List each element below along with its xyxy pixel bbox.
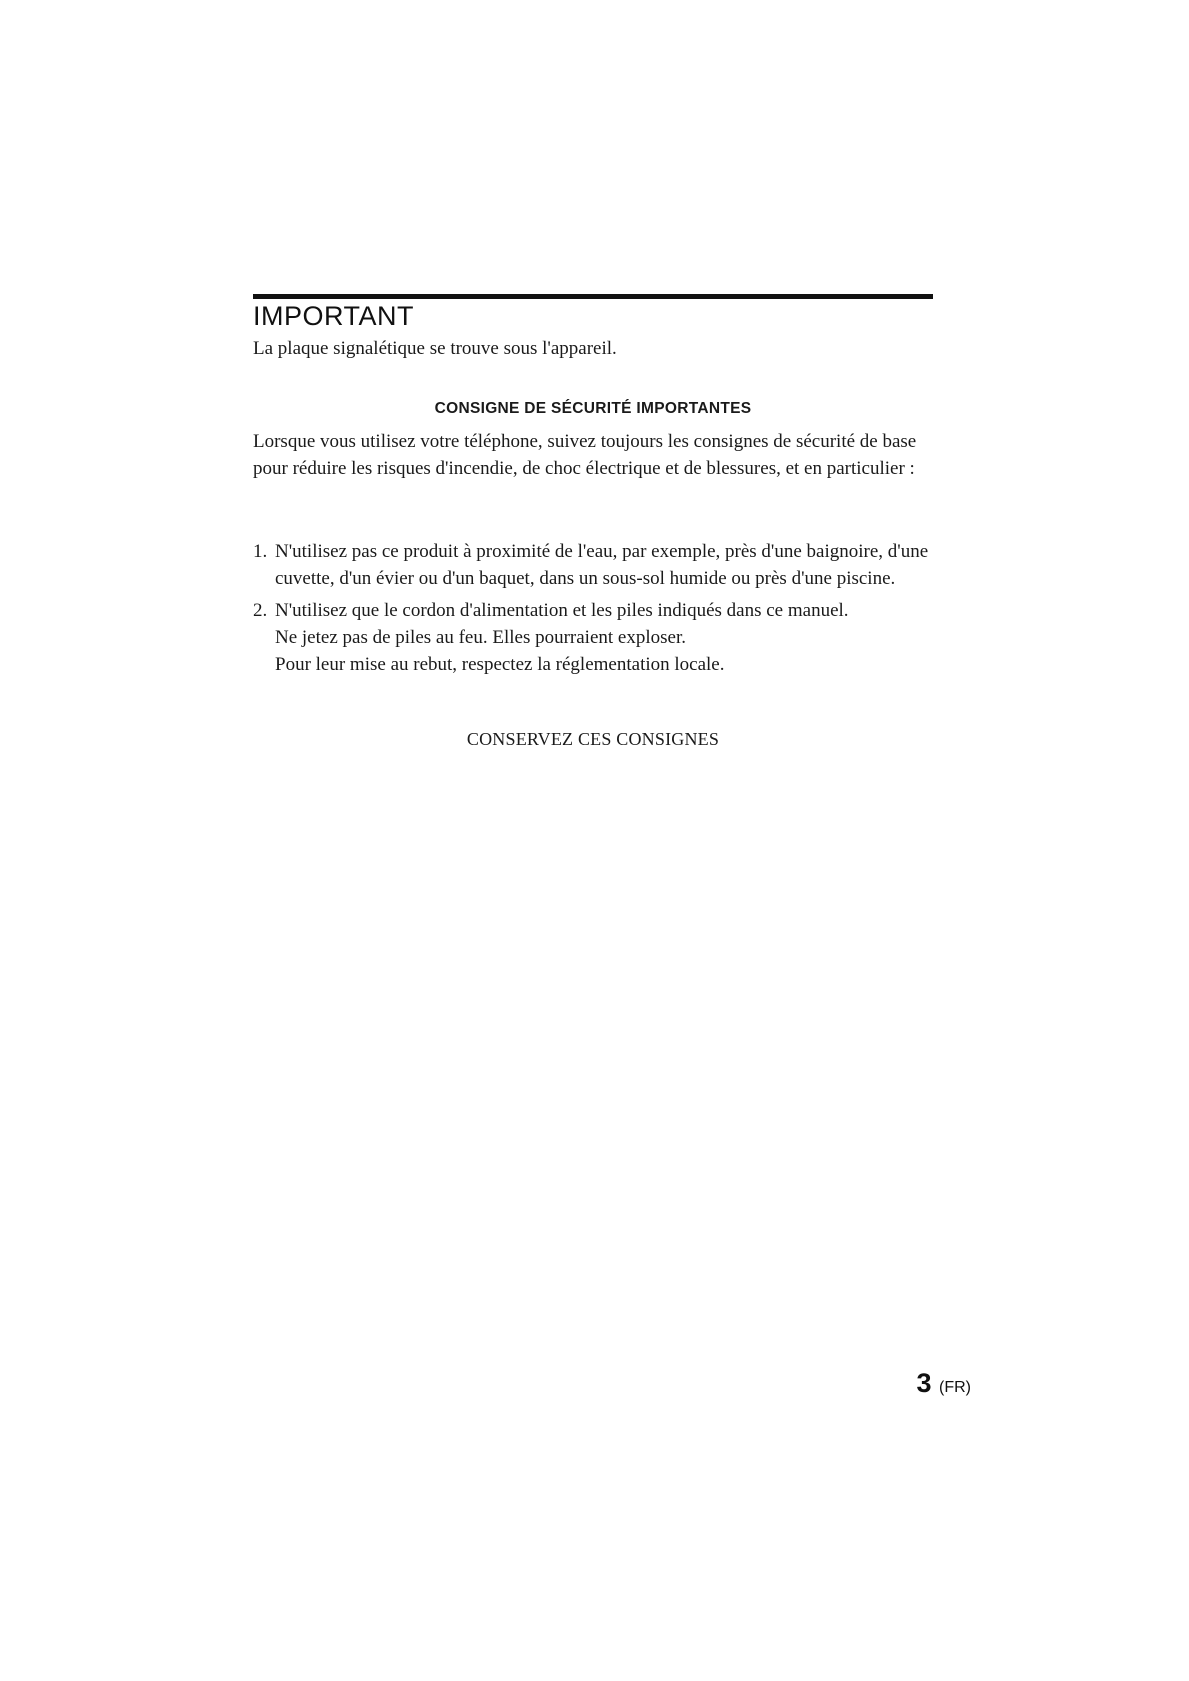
safety-intro-paragraph: Lorsque vous utilisez votre téléphone, suivez toujours les consignes de sécurité de base pour réduire les risques d'incendie, de choc électrique et de blessures, et en particulier : [253, 431, 917, 479]
list-item [253, 597, 933, 678]
list-item [253, 538, 933, 592]
list-item-text: Pour leur mise au rebut, respectez la réglementation locale. [275, 654, 725, 675]
section-title: CONSIGNE DE SÉCURITÉ IMPORTANTES [434, 400, 752, 417]
list-item-number: 1. [253, 541, 268, 562]
page-number-footer [917, 1368, 971, 1399]
page-number: 3 [916, 1368, 932, 1398]
list-item-number: 2. [253, 600, 268, 621]
closing-statement: CONSERVEZ CES CONSIGNES [466, 729, 720, 749]
list-item-text: Ne jetez pas de piles au feu. Elles pourraient exploser. [275, 627, 686, 648]
list-item-text: N'utilisez pas ce produit à proximité de l'eau, par exemple, près d'une baignoire, d'une cuvette, d'un évier ou d'un baquet, dans un sous-sol humide ou près d'une piscine. [275, 541, 929, 589]
page-heading: IMPORTANT [253, 301, 415, 331]
heading-rule [253, 294, 933, 299]
intro-text: La plaque signalétique se trouve sous l'appareil. [253, 338, 617, 359]
safety-instructions-list [253, 538, 933, 683]
language-code: (FR) [939, 1379, 971, 1396]
list-item-text: N'utilisez que le cordon d'alimentation et les piles indiqués dans ce manuel. [275, 600, 849, 621]
